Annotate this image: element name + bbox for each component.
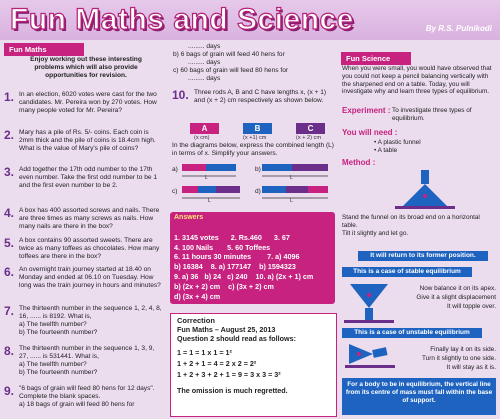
returns-bar: It will return to its former position. bbox=[358, 251, 488, 261]
question-6: 6. An overnight train journey started at 18.40 on Monday and ended at 06.10 on Tuesday. How long was the train journey in hours and minutes? bbox=[4, 265, 161, 289]
question-3: 3. Add together the 17th odd number to the 17th even number. Take the first odd number to be 1 and the first even number to be 2. bbox=[4, 165, 158, 189]
question-1: 1. In an election, 6020 votes were cast for the two candidates. Mr. Pereira won by 270 votes. How many people voted for Mr. Pereira? bbox=[4, 90, 157, 114]
diagram-b-label: b) bbox=[255, 166, 261, 173]
question-9: 9. "6 bags of grain will feed 80 hens for 12 days". Complete the blank spaces. a) 18 bags of grain will feed 80 hens for bbox=[4, 384, 155, 408]
experiment-label: Experiment : bbox=[342, 106, 391, 115]
unstable-equilibrium-bar: This is a case of unstable equilibrium bbox=[342, 328, 482, 338]
correction-equation: 1 = 1 = 1 x 1 = 1² bbox=[177, 348, 232, 357]
correction-equation: 1 + 2 + 3 + 2 + 1 = 9 = 3 x 3 = 3² bbox=[177, 370, 281, 379]
rod-b-length: (x +1) cm bbox=[243, 135, 267, 141]
method-step-1: Stand the funnel on its broad end on a horizontal table. bbox=[342, 214, 480, 229]
question-10: 10. Three rods A, B and C have lengths x, (x + 1) and (x + 2) cm respectively as shown below. bbox=[172, 88, 327, 104]
you-will-need-label: You will need : bbox=[342, 128, 398, 137]
diagram-c-L: L bbox=[208, 198, 211, 204]
answer-line: 4. 100 Nails 5. 60 Toffees bbox=[174, 242, 271, 252]
method-step-2: Now balance it on its apex. bbox=[419, 285, 496, 292]
rod-a: A bbox=[190, 123, 219, 134]
experiment-text: To investigate three types of equilibrium. bbox=[392, 107, 472, 122]
answer-line: b) 16384 8. a) 177147 b) 1594323 bbox=[174, 262, 296, 272]
correction-box: Correction Fun Maths – August 25, 2013 Question 2 should read as follows: 1 = 1 = 1 x 1 = 1² 1 + 2 + 1 = 4 = 2 x 2 = 2² 1 + 2 + 3 + 2 + 1 = 9 = 3 x 3 = 3² The omission is much regretted. bbox=[170, 313, 337, 417]
question-4: 4. A box has 400 assorted screws and nails. There are three times as many screws as nails. How many nails are there in the box? bbox=[4, 206, 160, 230]
byline: By R.S. Pulnikodi bbox=[425, 24, 492, 33]
diagram-b-L: L bbox=[290, 175, 293, 181]
funnel-apex-illustration bbox=[344, 282, 394, 324]
method-step-3: Finally lay it on its side. bbox=[430, 346, 496, 353]
q9-part-b: b) 6 bags of grain will feed 40 hens for bbox=[173, 51, 285, 58]
method-step-3b: Turn it slightly to one side. bbox=[421, 355, 496, 362]
question-8: 8. The thirteenth number in the sequence 1, 3, 9, 27, ...... is 531441. What is, a) The twelfth number? b) The fourteenth number? bbox=[4, 344, 155, 376]
answer-line: 1. 3145 votes 2. Rs.460 3. 67 bbox=[174, 232, 290, 242]
question-2: 2. Mary has a pile of Rs. 5/- coins. Each coin is 2mm thick and the pile of coins is 18.4cm high. What is the value of Mary's pile of coins? bbox=[4, 128, 156, 152]
answer-line: b) (2x + 2) cm c) (3x + 2) cm bbox=[174, 281, 274, 291]
rod-diagrams bbox=[182, 160, 332, 210]
diagram-a-label: a) bbox=[172, 166, 178, 173]
method-label: Method : bbox=[342, 158, 376, 167]
maths-intro: Enjoy working out these interesting problems which will also provide opportunities for revision. bbox=[30, 56, 142, 79]
answer-line: 9. a) 36 b) 24 c) 240 10. a) (2x + 1) cm bbox=[174, 271, 314, 281]
need-item-table: • A table bbox=[374, 147, 398, 154]
funnel-side-illustration bbox=[345, 340, 395, 370]
answer-line: d) (3x + 4) cm bbox=[174, 291, 221, 301]
rod-a-length: (x cm) bbox=[194, 135, 210, 141]
answer-line: 6. 11 hours 30 minutes 7. a) 4096 bbox=[174, 252, 300, 262]
method-step-1b: Tilt it slightly and let go. bbox=[342, 230, 409, 237]
stable-equilibrium-bar: This is a case of stable equilibrium bbox=[342, 267, 472, 277]
answers-box: Answers 1. 3145 votes 2. Rs.460 3. 67 4. 100 Nails 5. 60 Toffees 6. 11 hours 30 minutes 7. a) 4096 b) 16384 8. a) 177147 b) 1594323 9. a) 36 b) 24 c) 240 10. a) (2x + 1) cm b) (2x + 2) cm c) (3x + 2) cm d) (3x + 4) cm bbox=[170, 212, 335, 304]
need-item-funnel: • A plastic funnel bbox=[374, 139, 421, 146]
funnel-upright-illustration bbox=[395, 170, 455, 212]
diagram-d-L: L bbox=[290, 198, 293, 204]
fun-science-tag: Fun Science bbox=[341, 52, 411, 65]
q9-blank-2: ......... days bbox=[188, 59, 221, 66]
q9-blank-3: ......... days bbox=[188, 75, 221, 82]
conclusion-box: For a body to be in equilibrium, the vertical line from its centre of mass must fall within the base of support. bbox=[342, 378, 496, 415]
q9-part-c: c) 60 bags of grain will feed 80 hens for bbox=[173, 67, 289, 74]
method-step-2b: Give it a slight displacement bbox=[416, 294, 496, 301]
diagram-a-L: L bbox=[205, 175, 208, 181]
rod-c: C bbox=[296, 123, 325, 134]
page-title: Fun Maths and Science bbox=[10, 3, 354, 36]
fun-maths-tag: Fun Maths bbox=[4, 43, 84, 56]
method-step-2c: It will topple over. bbox=[446, 303, 496, 310]
question-5: 5. A box contains 90 assorted sweets. There are twice as many toffees as chocolates. How many toffees are there in the box? bbox=[4, 236, 160, 260]
method-step-3c: It will stay as it is. bbox=[446, 364, 496, 371]
correction-equation: 1 + 2 + 1 = 4 = 2 x 2 = 2² bbox=[177, 359, 257, 368]
question-7: 7. The thirteenth number in the sequence 1, 2, 4, 8, 16, ...... is 8192. What is, a) The twelfth number? b) The fourteenth number? bbox=[4, 304, 162, 336]
q10-instruction: In the diagrams below, express the combined length (L) in terms of x. Simplify your answers. bbox=[172, 142, 335, 157]
diagram-c-label: c) bbox=[172, 188, 178, 195]
rod-b: B bbox=[243, 123, 272, 134]
diagram-d-label: d) bbox=[255, 188, 261, 195]
science-intro: When you were small, you would have observed that you could not keep a pencil balancing vertically with the sharpened end on a table. Today, you will investigate why and learn three types of equilibrium. bbox=[342, 65, 492, 96]
rod-c-length: (x + 2) cm bbox=[296, 135, 322, 141]
q9-blank-1: ......... days bbox=[188, 43, 221, 50]
